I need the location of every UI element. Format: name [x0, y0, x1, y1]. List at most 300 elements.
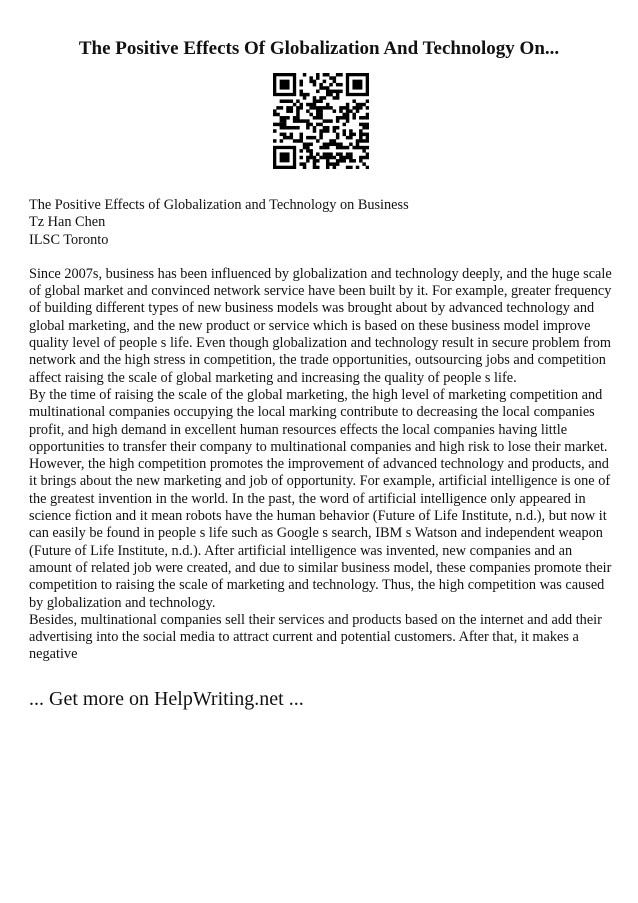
qr-module	[359, 106, 363, 110]
qr-module	[326, 166, 330, 169]
qr-module	[366, 106, 369, 110]
qr-module	[319, 133, 323, 137]
qr-module	[323, 80, 327, 84]
qr-module	[326, 152, 330, 156]
qr-module	[299, 83, 303, 87]
qr-module	[336, 90, 340, 94]
qr-module	[366, 152, 369, 156]
qr-module	[352, 159, 356, 163]
qr-module	[352, 116, 356, 120]
qr-module	[323, 146, 327, 150]
qr-module	[306, 93, 310, 97]
qr-module	[339, 159, 343, 163]
qr-module	[299, 106, 303, 110]
qr-module	[296, 139, 300, 143]
qr-module	[290, 109, 294, 113]
qr-module	[343, 159, 347, 163]
qr-module	[359, 136, 363, 140]
qr-module	[276, 113, 280, 117]
qr-module	[366, 123, 369, 127]
qr-module	[299, 103, 303, 107]
qr-module	[313, 116, 317, 120]
qr-module	[319, 129, 323, 133]
qr-module	[346, 109, 350, 113]
qr-module	[313, 156, 317, 160]
qr-module	[309, 136, 313, 140]
qr-module	[283, 116, 287, 120]
qr-module	[352, 106, 356, 110]
qr-module	[333, 80, 337, 84]
qr-module	[333, 162, 337, 166]
qr-module	[283, 133, 287, 137]
qr-module	[336, 143, 340, 147]
qr-module	[273, 113, 277, 117]
qr-module	[290, 136, 294, 140]
qr-module	[323, 119, 327, 123]
qr-module	[352, 99, 356, 103]
qr-module	[280, 119, 284, 123]
qr-module	[299, 119, 303, 123]
qr-module	[286, 116, 290, 120]
qr-module	[349, 156, 353, 160]
qr-module	[339, 156, 343, 160]
qr-module	[329, 90, 333, 94]
qr-module	[299, 80, 303, 84]
qr-module	[343, 146, 347, 150]
qr-module	[362, 146, 366, 150]
page-title: The Positive Effects Of Globalization And Technology On...	[78, 38, 560, 59]
qr-module	[326, 143, 330, 147]
qr-module	[323, 129, 327, 133]
qr-module	[343, 116, 347, 120]
qr-module	[319, 146, 323, 150]
qr-module	[366, 133, 369, 137]
qr-module	[339, 109, 343, 113]
qr-module	[326, 106, 330, 110]
qr-module	[339, 143, 343, 147]
qr-module	[319, 106, 323, 110]
qr-module	[316, 90, 320, 94]
qr-module	[329, 162, 333, 166]
qr-module	[319, 109, 323, 113]
qr-module	[326, 156, 330, 160]
qr-module	[336, 159, 340, 163]
qr-module	[280, 126, 284, 130]
qr-module	[313, 96, 317, 100]
qr-module	[280, 133, 284, 137]
qr-module	[306, 103, 310, 107]
qr-module	[359, 123, 363, 127]
qr-module	[313, 129, 317, 133]
qr-module	[326, 162, 330, 166]
qr-module	[280, 139, 284, 143]
qr-module	[306, 136, 310, 140]
qr-module	[273, 139, 277, 143]
qr-module	[313, 159, 317, 163]
paragraph-2: By the time of raising the scale of the global marketing, the high level of marketing competition and multinational companies occupying the local marking contribute to decreasing the local companies profit, and high demand in excellent human resources effects the local companies having little opportunities to transfer their company to multinational companies and high risk to lose their market. However, the high competition promotes the improvement of advanced technology and products, and it brings about the new marketing and job of opportunity. For example, artificial intelligence is one of the greatest invention in the world. In the past, the word of artificial intelligence only appeared in science fiction and it mean robots have the human behavior (Future of Life Institute, n.d.), but now it can easily be found in people s life such as Google s search, IBM s Watson and independent weapon (Future of Life Institute, n.d.). After artificial intelligence was invented, new companies and an amount of related job were created, and due to similar business model, these companies promote their competition to raising the scale of marketing and technology. Thus, the high competition was caused by globalization and technology.	[29, 386, 612, 611]
qr-module	[316, 152, 320, 156]
qr-module	[333, 76, 337, 80]
qr-module	[349, 166, 353, 169]
qr-module	[339, 83, 343, 87]
qr-module	[323, 143, 327, 147]
qr-module	[359, 146, 363, 150]
qr-module	[296, 113, 300, 117]
qr-module	[333, 90, 337, 94]
qr-module	[339, 116, 343, 120]
qr-module	[286, 126, 290, 130]
qr-module	[336, 146, 340, 150]
qr-module	[303, 166, 307, 169]
qr-module	[313, 162, 317, 166]
qr-module	[366, 156, 369, 160]
qr-module	[343, 113, 347, 117]
get-more-link[interactable]: ... Get more on HelpWriting.net ...	[29, 688, 304, 710]
qr-module	[349, 136, 353, 140]
qr-module	[346, 113, 350, 117]
qr-module	[339, 152, 343, 156]
qr-module	[313, 103, 317, 107]
qr-module	[339, 90, 343, 94]
qr-module	[343, 106, 347, 110]
qr-module	[316, 123, 320, 127]
qr-module	[336, 152, 340, 156]
qr-module	[336, 136, 340, 140]
qr-module	[313, 99, 317, 103]
qr-module	[352, 133, 356, 137]
qr-module	[293, 103, 297, 107]
qr-module	[306, 146, 310, 150]
qr-module	[333, 166, 337, 169]
qr-module	[352, 146, 356, 150]
qr-module	[326, 129, 330, 133]
qr-module	[339, 146, 343, 150]
qr-module	[293, 119, 297, 123]
paragraph-3: Besides, multinational companies sell their services and products based on the internet and add their advertising into the social media to attract current and potential customers. After that, it makes a negative	[29, 611, 602, 663]
qr-module	[329, 83, 333, 87]
qr-module	[309, 80, 313, 84]
qr-module	[326, 146, 330, 150]
qr-module	[349, 152, 353, 156]
qr-module	[309, 149, 313, 153]
qr-module	[346, 166, 350, 169]
qr-module	[349, 143, 353, 147]
qr-module	[303, 96, 307, 100]
qr-module	[309, 156, 313, 160]
qr-module	[362, 162, 366, 166]
paragraph-1: Since 2007s, business has been influenced by globalization and technology deeply, and the huge scale of global market and convinced network service have been built by it. For example, greater frequency of building different types of new business models was brought about by advanced technology and global marketing, and the new product or service which is based on these business model improve quality level of people s life. Even though globalization and technology result in secure problem from network and the high stress in competition, the trade opportunities, outsourcing jobs and competition affect raising the scale of global marketing and increasing the quality of people s life.	[29, 265, 612, 386]
essay-heading: The Positive Effects of Globalization and Technology on Business	[29, 197, 409, 213]
document-body	[29, 197, 613, 664]
qr-module	[319, 123, 323, 127]
qr-module	[323, 106, 327, 110]
qr-module	[359, 116, 363, 120]
qr-module	[333, 143, 337, 147]
qr-module	[296, 116, 300, 120]
qr-module	[366, 166, 369, 169]
qr-module	[296, 99, 300, 103]
qr-module	[316, 99, 320, 103]
qr-module	[349, 159, 353, 163]
qr-module	[366, 99, 369, 103]
qr-module	[316, 116, 320, 120]
qr-module	[356, 139, 360, 143]
qr-module	[352, 113, 356, 117]
qr-module	[333, 156, 337, 160]
qr-module	[362, 123, 366, 127]
qr-module	[336, 116, 340, 120]
qr-module	[293, 116, 297, 120]
qr-module	[362, 149, 366, 153]
qr-module	[362, 126, 366, 130]
qr-module	[290, 99, 294, 103]
qr-module	[326, 103, 330, 107]
qr-module	[346, 146, 350, 150]
qr-module	[343, 123, 347, 127]
qr-module	[306, 143, 310, 147]
qr-module	[326, 73, 330, 77]
qr-module	[326, 126, 330, 130]
qr-module	[280, 123, 284, 127]
qr-module	[329, 119, 333, 123]
qr-module	[283, 119, 287, 123]
qr-module	[356, 146, 360, 150]
qr-module	[359, 139, 363, 143]
qr-module	[333, 96, 337, 100]
qr-module	[286, 136, 290, 140]
qr-module	[346, 136, 350, 140]
qr-module	[326, 93, 330, 97]
qr-module	[329, 93, 333, 97]
qr-module	[306, 126, 310, 130]
qr-module	[349, 133, 353, 137]
qr-module	[329, 143, 333, 147]
qr-module	[319, 86, 323, 90]
qr-module	[283, 99, 287, 103]
qr-module	[336, 162, 340, 166]
qr-module	[313, 80, 317, 84]
qr-module	[273, 109, 277, 113]
qr-module	[309, 152, 313, 156]
qr-module	[293, 126, 297, 130]
qr-module	[299, 136, 303, 140]
qr-module	[283, 136, 287, 140]
qr-module	[299, 149, 303, 153]
qr-module	[326, 86, 330, 90]
spacer	[29, 249, 613, 266]
qr-module	[356, 143, 360, 147]
qr-module	[333, 129, 337, 133]
qr-module	[283, 123, 287, 127]
qr-module	[366, 136, 369, 140]
qr-module	[316, 159, 320, 163]
qr-module	[319, 136, 323, 140]
qr-module	[333, 139, 337, 143]
qr-module	[303, 162, 307, 166]
qr-module	[329, 139, 333, 143]
qr-module	[286, 99, 290, 103]
qr-module	[316, 139, 320, 143]
qr-module	[303, 146, 307, 150]
qr-module	[323, 86, 327, 90]
author-name: Tz Han Chen	[29, 214, 106, 231]
qr-module	[366, 126, 369, 130]
qr-module	[316, 106, 320, 110]
qr-module	[356, 109, 360, 113]
qr-module	[362, 133, 366, 137]
qr-finder-pattern	[273, 146, 296, 169]
qr-module	[356, 166, 360, 169]
qr-module	[316, 73, 320, 77]
qr-module	[280, 106, 284, 110]
qr-module	[316, 109, 320, 113]
qr-module	[346, 103, 350, 107]
qr-module	[336, 73, 340, 77]
qr-module	[303, 119, 307, 123]
qr-module	[323, 73, 327, 77]
qr-module	[362, 156, 366, 160]
qr-module	[299, 156, 303, 160]
qr-module	[323, 156, 327, 160]
qr-module	[319, 116, 323, 120]
qr-module	[359, 129, 363, 133]
qr-module	[286, 106, 290, 110]
qr-module	[343, 133, 347, 137]
qr-module	[309, 113, 313, 117]
qr-module	[343, 129, 347, 133]
qr-module	[333, 126, 337, 130]
qr-module	[359, 159, 363, 163]
qr-module	[290, 126, 294, 130]
qr-module	[356, 106, 360, 110]
qr-module	[293, 139, 297, 143]
qr-module	[366, 146, 369, 150]
qr-module	[319, 156, 323, 160]
qr-module	[336, 133, 340, 137]
qr-finder-pattern	[346, 73, 369, 96]
qr-module	[336, 83, 340, 87]
qr-module	[333, 109, 337, 113]
qr-code-icon	[273, 73, 369, 169]
qr-module	[303, 73, 307, 77]
qr-module	[306, 123, 310, 127]
qr-module	[280, 116, 284, 120]
qr-module	[296, 109, 300, 113]
qr-module	[326, 119, 330, 123]
qr-module	[313, 83, 317, 87]
qr-module	[346, 152, 350, 156]
qr-module	[359, 156, 363, 160]
qr-module	[366, 139, 369, 143]
qr-finder-pattern	[273, 73, 296, 96]
qr-module	[273, 129, 277, 133]
qr-module	[336, 119, 340, 123]
qr-module	[349, 109, 353, 113]
qr-module	[306, 156, 310, 160]
qr-module	[362, 116, 366, 120]
qr-module	[296, 126, 300, 130]
qr-module	[346, 156, 350, 160]
qr-module	[309, 76, 313, 80]
qr-module	[329, 152, 333, 156]
qr-module	[303, 93, 307, 97]
qr-module	[339, 73, 343, 77]
qr-module	[329, 106, 333, 110]
qr-module	[319, 96, 323, 100]
qr-module	[309, 103, 313, 107]
qr-module	[306, 119, 310, 123]
qr-module	[316, 166, 320, 169]
qr-module	[362, 103, 366, 107]
qr-module	[319, 113, 323, 117]
qr-module	[366, 116, 369, 120]
qr-module	[339, 106, 343, 110]
qr-module	[323, 126, 327, 130]
qr-module	[319, 99, 323, 103]
qr-module	[366, 113, 369, 117]
qr-module	[303, 143, 307, 147]
qr-module	[313, 136, 317, 140]
qr-module	[273, 123, 277, 127]
qr-module	[296, 119, 300, 123]
qr-module	[299, 93, 303, 97]
qr-module	[319, 83, 323, 87]
qr-module	[280, 99, 284, 103]
qr-module	[309, 123, 313, 127]
qr-module	[306, 159, 310, 163]
qr-module	[286, 109, 290, 113]
qr-module	[306, 149, 310, 153]
qr-module	[362, 139, 366, 143]
qr-module	[313, 106, 317, 110]
qr-module	[329, 76, 333, 80]
qr-module	[296, 106, 300, 110]
qr-module	[346, 119, 350, 123]
qr-module	[336, 93, 340, 97]
qr-module	[336, 96, 340, 100]
qr-module	[349, 129, 353, 133]
qr-module	[316, 76, 320, 80]
institution-name: ILSC Toronto	[29, 231, 109, 248]
qr-module	[299, 90, 303, 94]
qr-module	[313, 126, 317, 130]
qr-module	[346, 116, 350, 120]
qr-module	[290, 106, 294, 110]
qr-module	[306, 109, 310, 113]
qr-module	[316, 113, 320, 117]
qr-module	[283, 126, 287, 130]
qr-module	[356, 103, 360, 107]
qr-module	[290, 133, 294, 137]
qr-module	[326, 90, 330, 94]
qr-module	[313, 166, 317, 169]
qr-module	[309, 106, 313, 110]
qr-module	[343, 156, 347, 160]
qr-module	[299, 162, 303, 166]
qr-module	[276, 106, 280, 110]
qr-module	[359, 133, 363, 137]
qr-module	[329, 156, 333, 160]
qr-module	[276, 123, 280, 127]
qr-module	[346, 106, 350, 110]
qr-module	[309, 143, 313, 147]
qr-module	[299, 133, 303, 137]
qr-module	[326, 159, 330, 163]
qr-module	[323, 152, 327, 156]
qr-module	[323, 96, 327, 100]
qr-module	[336, 126, 340, 130]
qr-module	[299, 139, 303, 143]
